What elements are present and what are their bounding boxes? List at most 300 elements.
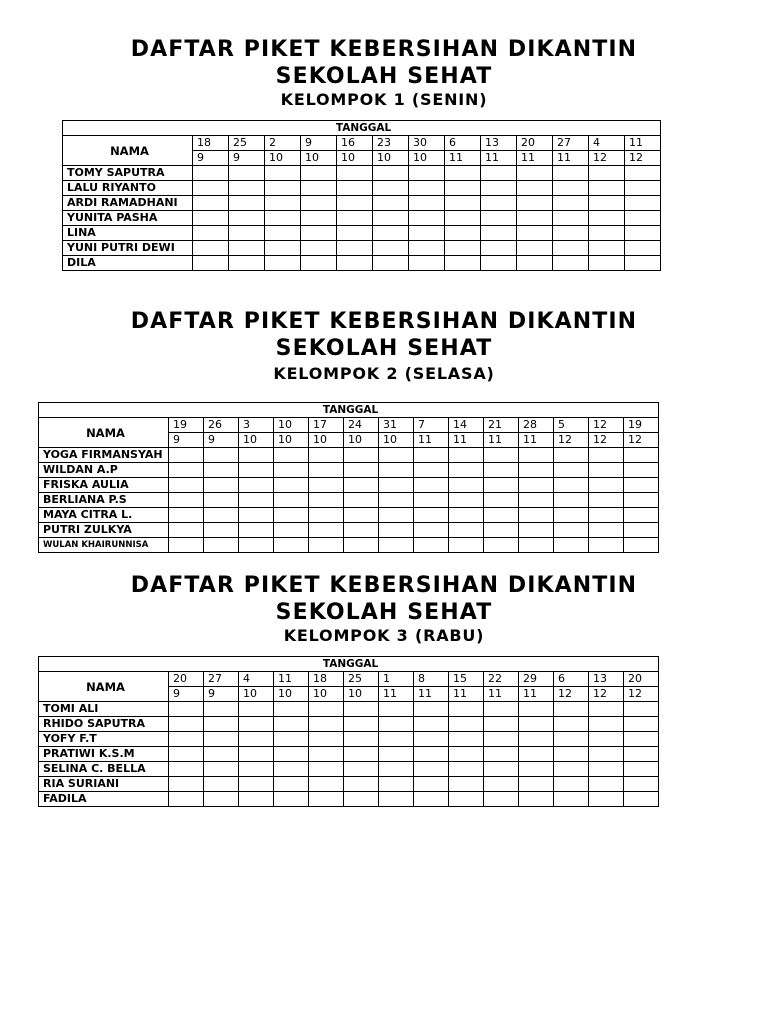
attendance-cell[interactable]: [239, 762, 274, 777]
attendance-cell[interactable]: [274, 508, 309, 523]
month-cell: 10: [239, 687, 274, 702]
day-cell: 14: [449, 418, 484, 433]
attendance-cell[interactable]: [265, 226, 301, 241]
attendance-cell[interactable]: [169, 478, 204, 493]
attendance-cell[interactable]: [309, 508, 344, 523]
attendance-cell[interactable]: [379, 777, 414, 792]
attendance-cell[interactable]: [301, 166, 337, 181]
attendance-cell[interactable]: [344, 792, 379, 807]
attendance-cell[interactable]: [379, 762, 414, 777]
attendance-cell[interactable]: [409, 211, 445, 226]
attendance-cell[interactable]: [554, 777, 589, 792]
attendance-cell[interactable]: [519, 508, 554, 523]
attendance-cell[interactable]: [589, 747, 624, 762]
attendance-cell[interactable]: [519, 747, 554, 762]
group-2-title-line1: DAFTAR PIKET KEBERSIHAN DIKANTIN: [130, 309, 638, 334]
attendance-cell[interactable]: [449, 702, 484, 717]
day-cell: 31: [379, 418, 414, 433]
attendance-cell[interactable]: [204, 448, 239, 463]
attendance-cell[interactable]: [169, 717, 204, 732]
attendance-cell[interactable]: [229, 211, 265, 226]
attendance-cell[interactable]: [373, 241, 409, 256]
member-name: RHIDO SAPUTRA: [39, 717, 169, 732]
attendance-cell[interactable]: [239, 732, 274, 747]
attendance-cell[interactable]: [589, 508, 624, 523]
attendance-cell[interactable]: [344, 747, 379, 762]
attendance-cell[interactable]: [274, 732, 309, 747]
attendance-cell[interactable]: [301, 211, 337, 226]
attendance-cell[interactable]: [204, 508, 239, 523]
member-row: [39, 508, 659, 523]
attendance-cell[interactable]: [445, 256, 481, 271]
attendance-cell[interactable]: [589, 226, 625, 241]
attendance-cell[interactable]: [193, 226, 229, 241]
attendance-cell[interactable]: [379, 493, 414, 508]
attendance-cell[interactable]: [239, 508, 274, 523]
attendance-cell[interactable]: [239, 747, 274, 762]
attendance-cell[interactable]: [553, 211, 589, 226]
attendance-cell[interactable]: [379, 448, 414, 463]
attendance-cell[interactable]: [414, 538, 449, 553]
attendance-cell[interactable]: [337, 166, 373, 181]
attendance-cell[interactable]: [484, 747, 519, 762]
attendance-cell[interactable]: [204, 717, 239, 732]
attendance-cell[interactable]: [169, 448, 204, 463]
attendance-cell[interactable]: [239, 463, 274, 478]
attendance-cell[interactable]: [553, 241, 589, 256]
attendance-cell[interactable]: [484, 508, 519, 523]
group-1-header: [0, 36, 768, 110]
attendance-cell[interactable]: [344, 702, 379, 717]
attendance-cell[interactable]: [379, 523, 414, 538]
attendance-cell[interactable]: [554, 732, 589, 747]
attendance-cell[interactable]: [624, 538, 659, 553]
attendance-cell[interactable]: [517, 256, 553, 271]
attendance-cell[interactable]: [589, 493, 624, 508]
attendance-cell[interactable]: [169, 762, 204, 777]
attendance-cell[interactable]: [309, 747, 344, 762]
attendance-cell[interactable]: [481, 241, 517, 256]
attendance-cell[interactable]: [624, 478, 659, 493]
attendance-cell[interactable]: [589, 166, 625, 181]
attendance-cell[interactable]: [344, 478, 379, 493]
attendance-cell[interactable]: [414, 478, 449, 493]
attendance-cell[interactable]: [309, 538, 344, 553]
member-row: [39, 463, 659, 478]
attendance-cell[interactable]: [274, 717, 309, 732]
attendance-cell[interactable]: [309, 777, 344, 792]
attendance-cell[interactable]: [519, 463, 554, 478]
attendance-cell[interactable]: [309, 792, 344, 807]
attendance-cell[interactable]: [589, 732, 624, 747]
attendance-cell[interactable]: [553, 166, 589, 181]
day-cell: 6: [445, 136, 481, 151]
attendance-cell[interactable]: [193, 181, 229, 196]
attendance-cell[interactable]: [589, 211, 625, 226]
attendance-cell[interactable]: [484, 493, 519, 508]
attendance-cell[interactable]: [169, 523, 204, 538]
attendance-cell[interactable]: [589, 448, 624, 463]
attendance-cell[interactable]: [239, 493, 274, 508]
attendance-cell[interactable]: [379, 702, 414, 717]
attendance-cell[interactable]: [344, 448, 379, 463]
attendance-cell[interactable]: [553, 226, 589, 241]
attendance-cell[interactable]: [624, 732, 659, 747]
attendance-cell[interactable]: [625, 211, 661, 226]
attendance-cell[interactable]: [449, 717, 484, 732]
attendance-cell[interactable]: [589, 463, 624, 478]
attendance-cell[interactable]: [204, 747, 239, 762]
attendance-cell[interactable]: [229, 181, 265, 196]
attendance-cell[interactable]: [169, 493, 204, 508]
attendance-cell[interactable]: [449, 493, 484, 508]
attendance-cell[interactable]: [484, 732, 519, 747]
attendance-cell[interactable]: [445, 181, 481, 196]
attendance-cell[interactable]: [414, 762, 449, 777]
attendance-cell[interactable]: [624, 792, 659, 807]
attendance-cell[interactable]: [554, 448, 589, 463]
attendance-cell[interactable]: [373, 166, 409, 181]
attendance-cell[interactable]: [409, 166, 445, 181]
attendance-cell[interactable]: [204, 463, 239, 478]
day-cell: 27: [204, 672, 239, 687]
attendance-cell[interactable]: [274, 448, 309, 463]
attendance-cell[interactable]: [481, 181, 517, 196]
attendance-cell[interactable]: [409, 256, 445, 271]
attendance-cell[interactable]: [519, 792, 554, 807]
attendance-cell[interactable]: [519, 762, 554, 777]
attendance-cell[interactable]: [169, 777, 204, 792]
attendance-cell[interactable]: [624, 717, 659, 732]
attendance-cell[interactable]: [517, 181, 553, 196]
attendance-cell[interactable]: [373, 226, 409, 241]
attendance-cell[interactable]: [554, 747, 589, 762]
attendance-cell[interactable]: [274, 538, 309, 553]
attendance-cell[interactable]: [379, 508, 414, 523]
attendance-cell[interactable]: [517, 226, 553, 241]
attendance-cell[interactable]: [553, 256, 589, 271]
attendance-cell[interactable]: [484, 523, 519, 538]
attendance-cell[interactable]: [484, 717, 519, 732]
attendance-cell[interactable]: [204, 538, 239, 553]
attendance-cell[interactable]: [301, 226, 337, 241]
attendance-cell[interactable]: [274, 747, 309, 762]
attendance-cell[interactable]: [204, 762, 239, 777]
attendance-cell[interactable]: [449, 762, 484, 777]
attendance-cell[interactable]: [239, 717, 274, 732]
attendance-cell[interactable]: [519, 717, 554, 732]
attendance-cell[interactable]: [589, 523, 624, 538]
attendance-cell[interactable]: [274, 463, 309, 478]
attendance-cell[interactable]: [193, 211, 229, 226]
attendance-cell[interactable]: [239, 523, 274, 538]
attendance-cell[interactable]: [169, 702, 204, 717]
attendance-cell[interactable]: [274, 478, 309, 493]
attendance-cell[interactable]: [309, 523, 344, 538]
attendance-cell[interactable]: [554, 762, 589, 777]
attendance-cell[interactable]: [517, 211, 553, 226]
attendance-cell[interactable]: [204, 478, 239, 493]
attendance-cell[interactable]: [589, 478, 624, 493]
attendance-cell[interactable]: [449, 732, 484, 747]
attendance-cell[interactable]: [301, 196, 337, 211]
attendance-cell[interactable]: [414, 732, 449, 747]
attendance-cell[interactable]: [481, 166, 517, 181]
attendance-cell[interactable]: [519, 732, 554, 747]
attendance-cell[interactable]: [337, 241, 373, 256]
attendance-cell[interactable]: [204, 792, 239, 807]
attendance-cell[interactable]: [409, 181, 445, 196]
attendance-cell[interactable]: [274, 777, 309, 792]
attendance-cell[interactable]: [589, 196, 625, 211]
attendance-cell[interactable]: [484, 478, 519, 493]
attendance-cell[interactable]: [169, 747, 204, 762]
attendance-cell[interactable]: [193, 166, 229, 181]
attendance-cell[interactable]: [589, 792, 624, 807]
attendance-cell[interactable]: [344, 463, 379, 478]
attendance-cell[interactable]: [625, 196, 661, 211]
attendance-cell[interactable]: [414, 463, 449, 478]
attendance-cell[interactable]: [204, 493, 239, 508]
attendance-cell[interactable]: [309, 493, 344, 508]
attendance-cell[interactable]: [309, 478, 344, 493]
attendance-cell[interactable]: [274, 493, 309, 508]
attendance-cell[interactable]: [519, 523, 554, 538]
attendance-cell[interactable]: [554, 508, 589, 523]
attendance-cell[interactable]: [229, 166, 265, 181]
attendance-cell[interactable]: [554, 538, 589, 553]
attendance-cell[interactable]: [519, 478, 554, 493]
attendance-cell[interactable]: [414, 717, 449, 732]
attendance-cell[interactable]: [449, 508, 484, 523]
attendance-cell[interactable]: [344, 523, 379, 538]
attendance-cell[interactable]: [379, 478, 414, 493]
attendance-cell[interactable]: [193, 256, 229, 271]
attendance-cell[interactable]: [229, 256, 265, 271]
attendance-cell[interactable]: [519, 538, 554, 553]
attendance-cell[interactable]: [625, 226, 661, 241]
attendance-cell[interactable]: [449, 792, 484, 807]
attendance-cell[interactable]: [265, 181, 301, 196]
attendance-cell[interactable]: [481, 226, 517, 241]
attendance-cell[interactable]: [337, 256, 373, 271]
attendance-cell[interactable]: [309, 702, 344, 717]
attendance-cell[interactable]: [344, 508, 379, 523]
attendance-cell[interactable]: [589, 762, 624, 777]
attendance-cell[interactable]: [204, 777, 239, 792]
attendance-cell[interactable]: [589, 538, 624, 553]
attendance-cell[interactable]: [553, 196, 589, 211]
attendance-cell[interactable]: [239, 448, 274, 463]
attendance-cell[interactable]: [239, 538, 274, 553]
attendance-cell[interactable]: [484, 538, 519, 553]
attendance-cell[interactable]: [553, 181, 589, 196]
attendance-cell[interactable]: [373, 181, 409, 196]
attendance-cell[interactable]: [449, 478, 484, 493]
attendance-cell[interactable]: [624, 463, 659, 478]
attendance-cell[interactable]: [484, 777, 519, 792]
attendance-cell[interactable]: [379, 463, 414, 478]
attendance-cell[interactable]: [265, 256, 301, 271]
attendance-cell[interactable]: [624, 762, 659, 777]
attendance-cell[interactable]: [624, 747, 659, 762]
attendance-cell[interactable]: [169, 538, 204, 553]
attendance-cell[interactable]: [301, 241, 337, 256]
attendance-cell[interactable]: [274, 762, 309, 777]
attendance-cell[interactable]: [337, 211, 373, 226]
attendance-cell[interactable]: [344, 762, 379, 777]
attendance-cell[interactable]: [379, 717, 414, 732]
attendance-cell[interactable]: [274, 792, 309, 807]
attendance-cell[interactable]: [414, 508, 449, 523]
attendance-cell[interactable]: [239, 478, 274, 493]
attendance-cell[interactable]: [519, 493, 554, 508]
attendance-cell[interactable]: [517, 241, 553, 256]
attendance-cell[interactable]: [309, 717, 344, 732]
attendance-cell[interactable]: [265, 166, 301, 181]
attendance-cell[interactable]: [344, 717, 379, 732]
attendance-cell[interactable]: [309, 732, 344, 747]
attendance-cell[interactable]: [554, 493, 589, 508]
attendance-cell[interactable]: [337, 181, 373, 196]
attendance-cell[interactable]: [625, 181, 661, 196]
attendance-cell[interactable]: [484, 762, 519, 777]
attendance-cell[interactable]: [239, 792, 274, 807]
member-name: YUNITA PASHA: [63, 211, 193, 226]
attendance-cell[interactable]: [445, 226, 481, 241]
attendance-cell[interactable]: [193, 196, 229, 211]
attendance-cell[interactable]: [274, 523, 309, 538]
attendance-cell[interactable]: [449, 463, 484, 478]
attendance-cell[interactable]: [589, 777, 624, 792]
attendance-cell[interactable]: [481, 196, 517, 211]
attendance-cell[interactable]: [554, 717, 589, 732]
attendance-cell[interactable]: [449, 747, 484, 762]
attendance-cell[interactable]: [481, 256, 517, 271]
attendance-cell[interactable]: [449, 777, 484, 792]
attendance-cell[interactable]: [589, 702, 624, 717]
attendance-cell[interactable]: [344, 777, 379, 792]
attendance-cell[interactable]: [344, 493, 379, 508]
attendance-cell[interactable]: [229, 196, 265, 211]
attendance-cell[interactable]: [519, 448, 554, 463]
attendance-cell[interactable]: [589, 241, 625, 256]
attendance-cell[interactable]: [517, 196, 553, 211]
attendance-cell[interactable]: [265, 196, 301, 211]
attendance-cell[interactable]: [379, 792, 414, 807]
attendance-cell[interactable]: [239, 702, 274, 717]
attendance-cell[interactable]: [625, 166, 661, 181]
attendance-cell[interactable]: [625, 256, 661, 271]
attendance-cell[interactable]: [169, 508, 204, 523]
attendance-cell[interactable]: [309, 762, 344, 777]
attendance-cell[interactable]: [484, 463, 519, 478]
attendance-cell[interactable]: [414, 702, 449, 717]
attendance-cell[interactable]: [414, 448, 449, 463]
attendance-cell[interactable]: [204, 732, 239, 747]
attendance-cell[interactable]: [484, 448, 519, 463]
attendance-cell[interactable]: [445, 166, 481, 181]
attendance-cell[interactable]: [554, 523, 589, 538]
attendance-cell[interactable]: [624, 493, 659, 508]
attendance-cell[interactable]: [589, 256, 625, 271]
attendance-cell[interactable]: [517, 166, 553, 181]
attendance-cell[interactable]: [379, 538, 414, 553]
attendance-cell[interactable]: [373, 196, 409, 211]
attendance-cell[interactable]: [409, 226, 445, 241]
attendance-cell[interactable]: [309, 448, 344, 463]
attendance-cell[interactable]: [373, 256, 409, 271]
attendance-cell[interactable]: [624, 523, 659, 538]
attendance-cell[interactable]: [229, 226, 265, 241]
attendance-cell[interactable]: [414, 777, 449, 792]
attendance-cell[interactable]: [519, 777, 554, 792]
attendance-cell[interactable]: [449, 538, 484, 553]
attendance-cell[interactable]: [265, 211, 301, 226]
attendance-cell[interactable]: [169, 463, 204, 478]
attendance-cell[interactable]: [265, 241, 301, 256]
attendance-cell[interactable]: [554, 702, 589, 717]
attendance-cell[interactable]: [624, 448, 659, 463]
attendance-cell[interactable]: [373, 211, 409, 226]
attendance-cell[interactable]: [409, 196, 445, 211]
attendance-cell[interactable]: [414, 493, 449, 508]
attendance-cell[interactable]: [337, 226, 373, 241]
month-cell: 12: [624, 687, 659, 702]
attendance-cell[interactable]: [414, 523, 449, 538]
attendance-cell[interactable]: [624, 508, 659, 523]
attendance-cell[interactable]: [309, 463, 344, 478]
attendance-cell[interactable]: [274, 702, 309, 717]
attendance-cell[interactable]: [445, 241, 481, 256]
attendance-cell[interactable]: [301, 256, 337, 271]
attendance-cell[interactable]: [169, 732, 204, 747]
group-3-title-line2: SEKOLAH SEHAT: [275, 600, 493, 625]
attendance-cell[interactable]: [484, 792, 519, 807]
attendance-cell[interactable]: [379, 747, 414, 762]
attendance-cell[interactable]: [379, 732, 414, 747]
attendance-cell[interactable]: [204, 523, 239, 538]
attendance-cell[interactable]: [229, 241, 265, 256]
attendance-cell[interactable]: [337, 196, 373, 211]
attendance-cell[interactable]: [301, 181, 337, 196]
attendance-cell[interactable]: [554, 478, 589, 493]
attendance-cell[interactable]: [414, 792, 449, 807]
attendance-cell[interactable]: [519, 702, 554, 717]
attendance-cell[interactable]: [554, 463, 589, 478]
attendance-cell[interactable]: [625, 241, 661, 256]
attendance-cell[interactable]: [589, 181, 625, 196]
attendance-cell[interactable]: [624, 777, 659, 792]
attendance-cell[interactable]: [624, 702, 659, 717]
attendance-cell[interactable]: [481, 211, 517, 226]
attendance-cell[interactable]: [484, 702, 519, 717]
attendance-cell[interactable]: [445, 211, 481, 226]
attendance-cell[interactable]: [414, 747, 449, 762]
attendance-cell[interactable]: [239, 777, 274, 792]
attendance-cell[interactable]: [449, 448, 484, 463]
attendance-cell[interactable]: [554, 792, 589, 807]
attendance-cell[interactable]: [445, 196, 481, 211]
attendance-cell[interactable]: [449, 523, 484, 538]
attendance-cell[interactable]: [344, 538, 379, 553]
attendance-cell[interactable]: [193, 241, 229, 256]
attendance-cell[interactable]: [204, 702, 239, 717]
attendance-cell[interactable]: [169, 792, 204, 807]
attendance-cell[interactable]: [409, 241, 445, 256]
attendance-cell[interactable]: [589, 717, 624, 732]
attendance-cell[interactable]: [344, 732, 379, 747]
